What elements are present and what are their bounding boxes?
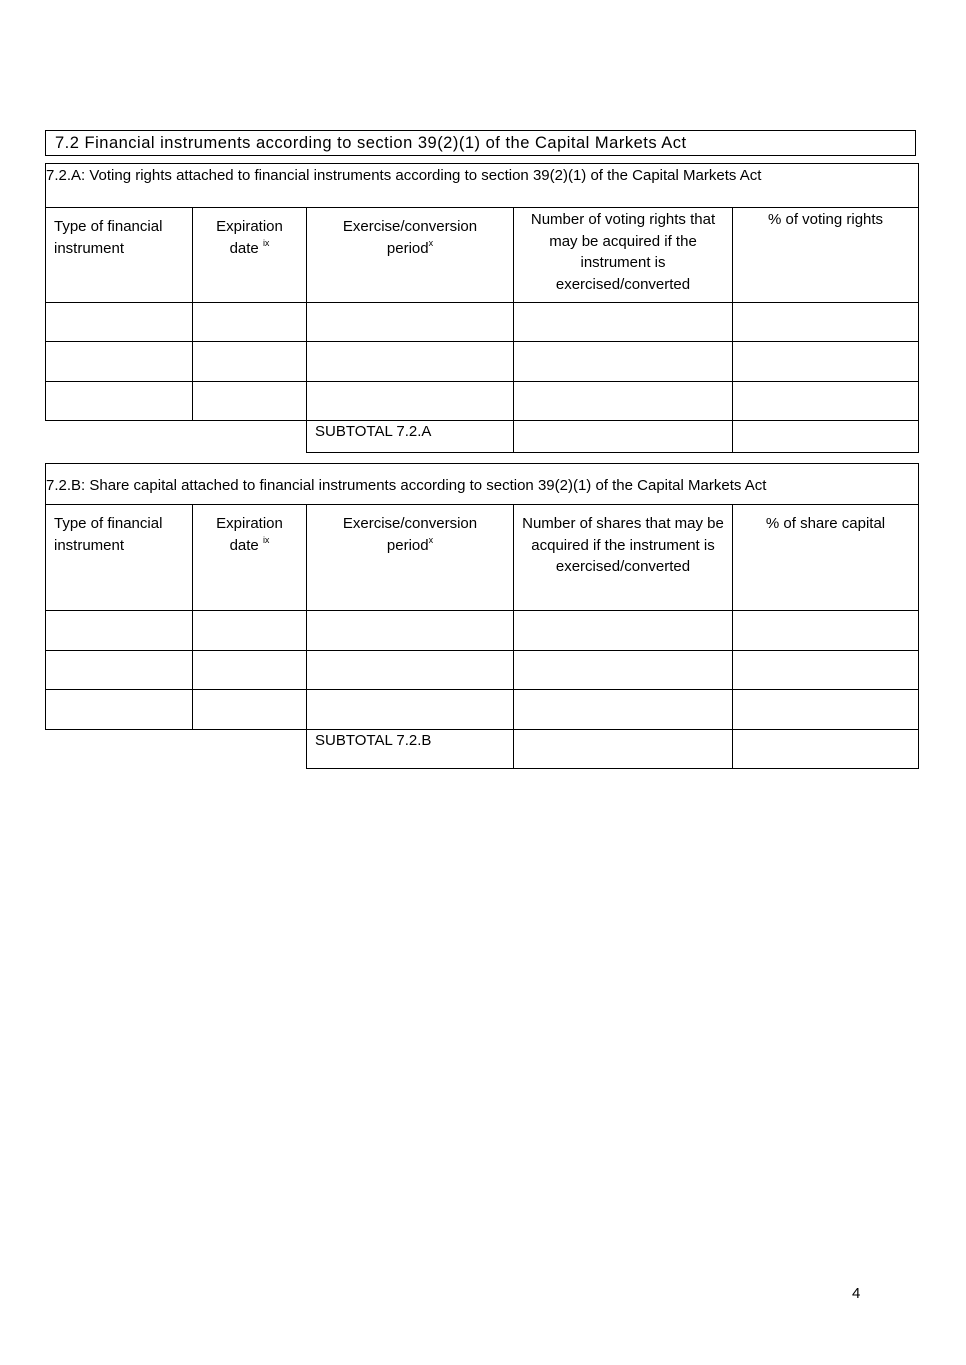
table-cell[interactable] — [46, 651, 193, 690]
col-exercise-label: Exercise/conversion period — [342, 515, 478, 554]
endnote-x-marker: x — [428, 534, 434, 545]
table-row — [46, 303, 919, 342]
table-b-title-row — [46, 464, 919, 505]
table-cell[interactable] — [514, 342, 733, 382]
table-cell[interactable] — [193, 303, 307, 342]
col-exercise-header — [307, 505, 514, 611]
col-percent-label: % of voting rights — [767, 211, 884, 228]
subtotal-a-label: SUBTOTAL 7.2.A — [307, 421, 514, 453]
table-cell[interactable] — [46, 382, 193, 421]
table-a-title-row — [46, 164, 919, 208]
table-b-title: 7.2.B: Share capital attached to financial instruments according to section 39(2)(1) of the Capital Markets Act — [46, 464, 919, 505]
table-cell[interactable] — [46, 611, 193, 651]
table-row — [46, 342, 919, 382]
col-expiration-label: Expiration date — [216, 218, 283, 257]
col-expiration-header — [193, 208, 307, 303]
col-type-label: Type of financial instrument — [54, 218, 163, 257]
table-a-header-row — [46, 208, 919, 303]
table-cell[interactable] — [307, 651, 514, 690]
col-percent-label: % of share capital — [765, 515, 886, 532]
subtotal-spacer — [46, 421, 307, 453]
col-exercise-label-wrap — [335, 513, 485, 556]
table-cell[interactable] — [733, 382, 919, 421]
subtotal-b-number-cell[interactable] — [514, 730, 733, 769]
table-a-title: 7.2.A: Voting rights attached to financial instruments according to section 39(2)(1) of the Capital Markets Act — [46, 164, 919, 208]
table-cell[interactable] — [733, 690, 919, 730]
table-cell[interactable] — [193, 382, 307, 421]
col-type-header — [46, 505, 193, 611]
col-number-label: Number of shares that may be acquired if the instrument is exercised/converted — [522, 515, 724, 575]
table-cell[interactable] — [514, 651, 733, 690]
table-cell[interactable] — [514, 611, 733, 651]
table-cell[interactable] — [733, 303, 919, 342]
endnote-x-marker: x — [428, 237, 434, 248]
table-row — [46, 651, 919, 690]
table-cell[interactable] — [193, 651, 307, 690]
table-cell[interactable] — [193, 342, 307, 382]
subtotal-b-percent-cell[interactable] — [733, 730, 919, 769]
page-number: 4 — [852, 1285, 861, 1302]
share-capital-table — [45, 463, 919, 769]
table-b-header-row — [46, 505, 919, 611]
endnote-ix-marker: ix — [262, 534, 270, 545]
col-number-header — [514, 208, 733, 303]
table-cell[interactable] — [307, 690, 514, 730]
col-expiration-label-wrap — [215, 513, 285, 556]
table-cell[interactable] — [514, 382, 733, 421]
table-row — [46, 690, 919, 730]
table-cell[interactable] — [193, 690, 307, 730]
table-cell[interactable] — [46, 342, 193, 382]
table-cell[interactable] — [307, 382, 514, 421]
col-number-label: Number of voting rights that may be acquired if the instrument is exercised/converted — [530, 211, 716, 293]
subtotal-a-number-cell[interactable] — [514, 421, 733, 453]
col-expiration-header — [193, 505, 307, 611]
table-row — [46, 382, 919, 421]
col-exercise-header — [307, 208, 514, 303]
subtotal-a-percent-cell[interactable] — [733, 421, 919, 453]
subtotal-b-label: SUBTOTAL 7.2.B — [307, 730, 514, 769]
col-type-header — [46, 208, 193, 303]
table-cell[interactable] — [733, 651, 919, 690]
col-exercise-label-wrap — [335, 216, 485, 259]
col-number-header — [514, 505, 733, 611]
table-b-subtotal-row — [46, 730, 919, 769]
table-row — [46, 611, 919, 651]
col-expiration-label: Expiration date — [216, 515, 283, 554]
table-cell[interactable] — [307, 303, 514, 342]
table-cell[interactable] — [46, 690, 193, 730]
table-cell[interactable] — [307, 342, 514, 382]
table-cell[interactable] — [514, 690, 733, 730]
section-title: 7.2 Financial instruments according to section 39(2)(1) of the Capital Markets Act — [45, 130, 916, 156]
table-cell[interactable] — [733, 611, 919, 651]
table-cell[interactable] — [193, 611, 307, 651]
table-cell[interactable] — [307, 611, 514, 651]
voting-rights-table — [45, 163, 919, 453]
col-exercise-label: Exercise/conversion period — [342, 218, 478, 257]
endnote-ix-marker: ix — [262, 237, 270, 248]
col-percent-header — [733, 505, 919, 611]
table-cell[interactable] — [46, 303, 193, 342]
table-a-subtotal-row — [46, 421, 919, 453]
table-cell[interactable] — [733, 342, 919, 382]
col-expiration-label-wrap — [215, 216, 285, 259]
col-type-label: Type of financial instrument — [54, 515, 163, 554]
table-cell[interactable] — [514, 303, 733, 342]
subtotal-spacer — [46, 730, 307, 769]
col-percent-header — [733, 208, 919, 303]
